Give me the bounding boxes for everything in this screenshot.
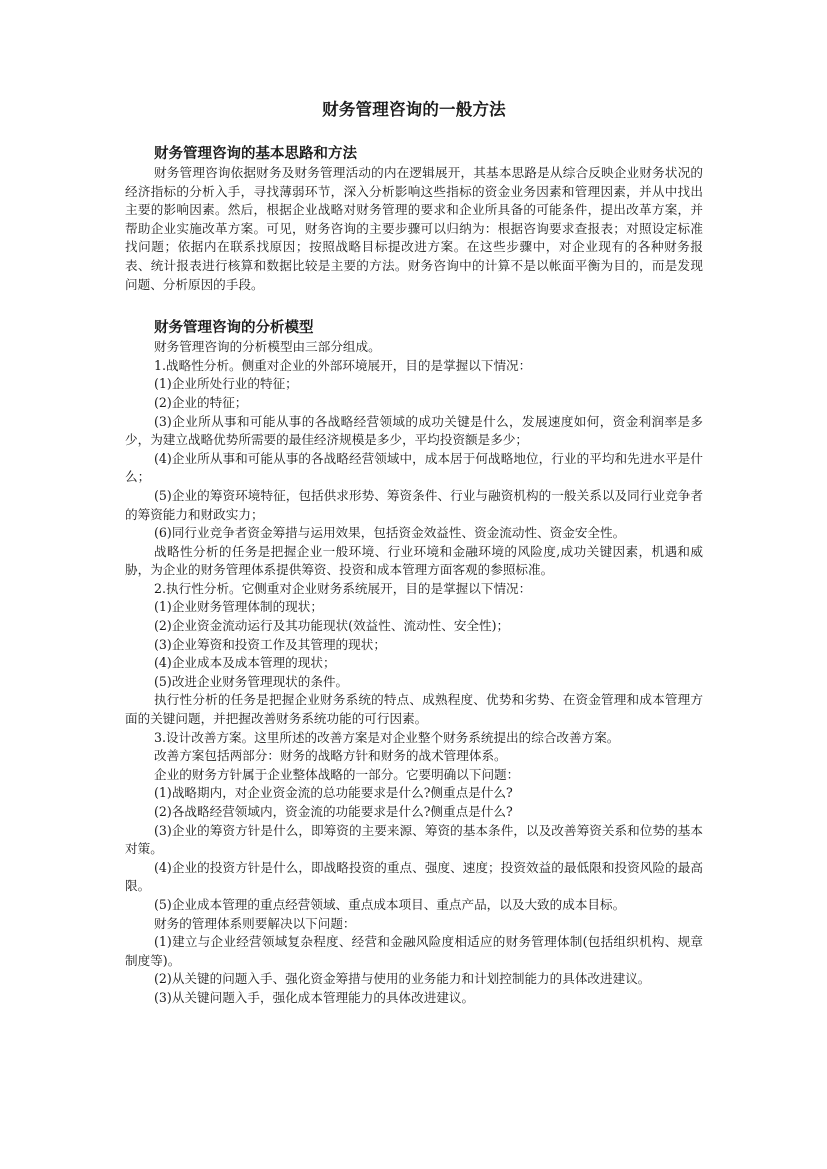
list-item: (2)企业的特征； [154, 394, 248, 410]
section-heading: 财务管理咨询的基本思路和方法 [154, 146, 357, 162]
list-item: (3)企业所从事和可能从事的各战略经营领域的成功关键是什么，发展速度如何，资金利润率是多少，为建立战略优势所需要的最佳经济规模是多少，平均投资额是多少； [125, 413, 703, 448]
list-item: (5)改进企业财务管理现状的条件。 [154, 673, 349, 689]
paragraph: 改善方案包括两部分：财务的战略方针和财务的战术管理体系。 [154, 748, 507, 764]
list-item: (5)企业的筹资环境特征，包括供求形势、筹资条件、行业与融资机构的一般关系以及同行业竞争者的筹资能力和财政实力； [125, 487, 703, 522]
list-item: (3)企业筹资和投资工作及其管理的现状； [154, 636, 386, 652]
section-paragraph: 财务管理咨询依据财务及财务管理活动的内在逻辑展开，其基本思路是从综合反映企业财务状况的经济指标的分析入手，寻找薄弱环节，深入分析影响这些指标的资金业务因素和管理因素，并从中找出主要的影响因素。然后，根据企业战略对财务管理的要求和企业所具备的可能条件，提出改革方案，并帮助企业实施改革方案。可见，财务咨询的主要步骤可以归纳为：根据咨询要求查报表；对照设定标准找问题；依据内在联系找原因；按照战略目标提改进方案。在这些步骤中，对企业现有的各种财务报表、统计报表进行核算和数据比较是主要的方法。财务咨询中的计算不是以帐面平衡为目的，而是发现问题、分析原因的手段。 [125, 165, 703, 292]
paragraph: 2.执行性分析。它侧重对企业财务系统展开，目的是掌握以下情况： [154, 580, 532, 596]
list-item: (4)企业的投资方针是什么，即战略投资的重点、强度、速度；投资效益的最低限和投资风险的最高限。 [125, 859, 703, 894]
paragraph: 财务管理咨询的分析模型由三部分组成。 [154, 339, 381, 355]
list-item: (6)同行业竞争者资金筹措与运用效果，包括资金效益性、资金流动性、资金安全性。 [154, 525, 626, 541]
list-item: (1)建立与企业经营领域复杂程度、经营和金融风险度相适应的财务管理体制(包括组织机构、规章制度等)。 [125, 934, 703, 968]
section-heading: 财务管理咨询的分析模型 [154, 320, 314, 337]
section-basic-approach [125, 144, 703, 294]
list-item: (2)各战略经营领域内，资金流的功能要求是什么?侧重点是什么? [154, 804, 513, 819]
paragraph: 3.设计改善方案。这里所述的改善方案是对企业整个财务系统提出的综合改善方案。 [154, 729, 620, 745]
list-item: (2)从关键的问题入手、强化资金筹措与使用的业务能力和计划控制能力的具体改进建议。 [154, 971, 651, 987]
paragraph: 战略性分析的任务是把握企业一般环境、行业环境和金融环境的风险度,成功关键因素，机遇和威胁，为企业的财务管理体系提供筹资、投资和成本管理方面客观的参照标准。 [125, 543, 703, 578]
list-item: (4)企业所从事和可能从事的各战略经营领域中，成本居于何战略地位，行业的平均和先进水平是什么； [125, 450, 703, 485]
list-item: (4)企业成本及成本管理的现状； [154, 655, 336, 671]
document-page [125, 98, 703, 1008]
paragraph: 执行性分析的任务是把握企业财务系统的特点、成熟程度、优势和劣势、在资金管理和成本管理方面的关键问题，并把握改善财务系统功能的可行因素。 [125, 692, 703, 727]
list-item: (1)战略期内，对企业资金流的总功能要求是什么?侧重点是什么? [154, 785, 513, 801]
document-title: 财务管理咨询的一般方法 [322, 100, 506, 119]
list-item: (1)企业所处行业的特征； [154, 376, 298, 392]
list-item: (2)企业资金流动运行及其功能现状(效益性、流动性、安全性)； [154, 618, 510, 634]
list-item: (1)企业财务管理体制的现状； [154, 599, 323, 615]
paragraph: 企业的财务方针属于企业整体战略的一部分。它要明确以下问题： [154, 766, 520, 782]
list-item: (3)从关键问题入手，强化成本管理能力的具体改进建议。 [154, 989, 475, 1005]
paragraph: 财务的管理体系则要解决以下问题： [154, 915, 356, 931]
section-analysis-model [125, 318, 703, 1007]
list-item: (3)企业的筹资方针是什么，即筹资的主要来源、筹资的基本条件，以及改善筹资关系和位势的基本对策。 [125, 822, 703, 857]
list-item: (5)企业成本管理的重点经营领域、重点成本项目、重点产品，以及大致的成本目标。 [154, 896, 626, 912]
paragraph: 1.战略性分析。侧重对企业的外部环境展开，目的是掌握以下情况： [154, 357, 532, 373]
